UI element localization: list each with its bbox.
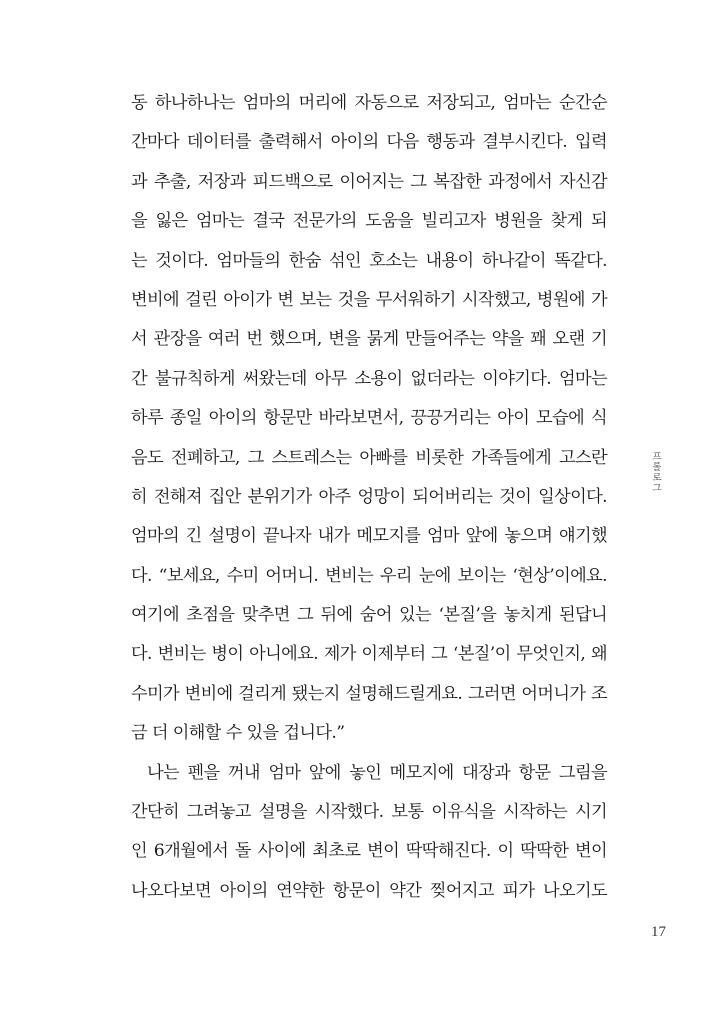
text-line: 여기에 초점을 맞추면 그 뒤에 숨어 있는 ‘본질’을 놓치게 된답니 — [131, 605, 607, 626]
text-line: 변비에 걸린 아이가 변 보는 것을 무서워하기 시작했고, 병원에 가 — [131, 289, 607, 310]
text-line: 히 전해져 집안 분위기가 아주 엉망이 되어버리는 것이 일상이다. — [131, 486, 607, 507]
text-line: 나오다보면 아이의 연약한 항문이 약간 찢어지고 피가 나오기도 — [131, 880, 607, 901]
text-line: 동 하나하나는 엄마의 머리에 자동으로 저장되고, 엄마는 순간순 — [131, 93, 607, 113]
text-line: 엄마의 긴 설명이 끝나자 내가 메모지를 엄마 앞에 놓으며 얘기했 — [131, 526, 607, 547]
text-line: 다. “보세요, 수미 어머니. 변비는 우리 눈에 보이는 ‘현상’이에요. — [131, 565, 607, 586]
text-line: 다. 변비는 병이 아니에요. 제가 이제부터 그 ‘본질’이 무엇인지, 왜 — [131, 644, 607, 665]
text-line: 간단히 그려놓고 설명을 시작했다. 보통 이유식을 시작하는 시기 — [131, 802, 607, 823]
text-line: 과 추출, 저장과 피드백으로 이어지는 그 복잡한 과정에서 자신감 — [131, 171, 607, 192]
body-text — [131, 84, 607, 911]
text-line: 서 관장을 여러 번 했으며, 변을 묽게 만들어주는 약을 꽤 오랜 기 — [131, 329, 607, 350]
text-line: 금 더 이해할 수 있을 겁니다.” — [131, 723, 345, 744]
text-line: 는 것이다. 엄마들의 한숨 섞인 호소는 내용이 하나같이 똑같다. — [131, 250, 607, 271]
text-line: 하루 종일 아이의 항문만 바라보면서, 끙끙거리는 아이 모습에 식 — [131, 408, 607, 429]
text-line: 간마다 데이터를 출력해서 아이의 다음 행동과 결부시킨다. 입력 — [131, 132, 607, 153]
paragraph-start-line: 나는 펜을 꺼내 엄마 앞에 놓인 메모지에 대장과 항문 그림을 — [147, 762, 607, 783]
text-line: 간 불규칙하게 써왔는데 아무 소용이 없더라는 이야기다. 엄마는 — [131, 368, 607, 389]
text-line: 음도 전폐하고, 그 스트레스는 아빠를 비롯한 가족들에게 고스란 — [131, 447, 607, 468]
page-number: 17 — [651, 924, 666, 940]
text-line: 수미가 변비에 걸리게 됐는지 설명해드릴게요. 그러면 어머니가 조 — [131, 683, 607, 704]
chapter-side-label: 프롤로그 — [650, 451, 661, 493]
text-line: 을 잃은 엄마는 결국 전문가의 도움을 빌리고자 병원을 찾게 되 — [131, 211, 607, 232]
text-line: 인 6개월에서 돌 사이에 최초로 변이 딱딱해진다. 이 딱딱한 변이 — [131, 841, 607, 862]
